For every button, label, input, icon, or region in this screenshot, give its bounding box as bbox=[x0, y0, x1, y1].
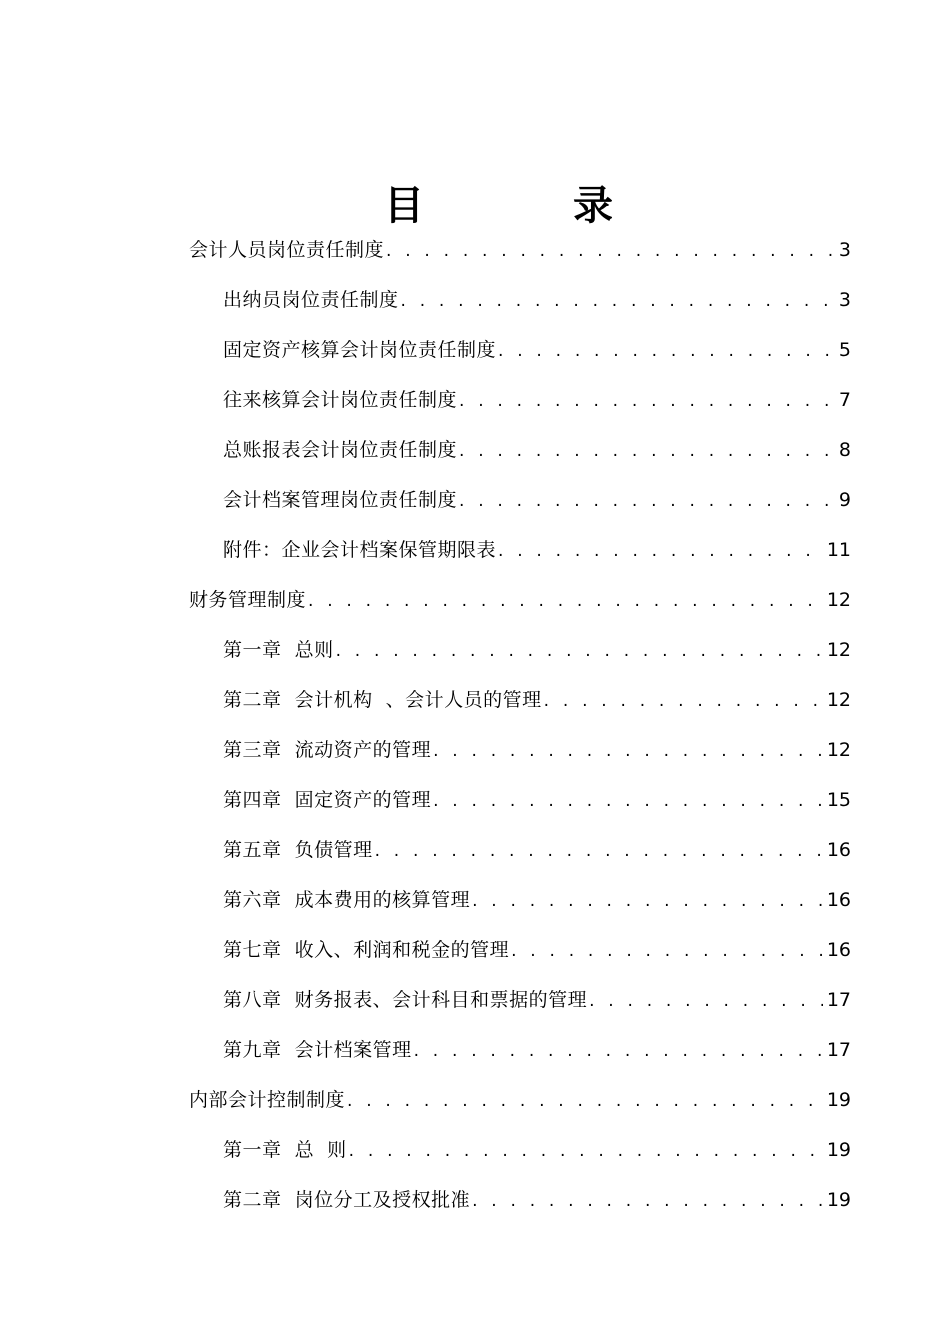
toc-page-number: 12 bbox=[826, 639, 851, 661]
toc-entry-ic-chapter-2[interactable] bbox=[223, 1185, 851, 1215]
toc-entry-text: 内部会计控制制度 bbox=[189, 1089, 346, 1111]
toc-page-number: 16 bbox=[826, 939, 851, 961]
toc-dot-leader bbox=[433, 786, 823, 816]
toc-entry-text: 第六章 成本费用的核算管理 bbox=[223, 889, 471, 911]
toc-dot-leader bbox=[589, 986, 823, 1016]
toc-dot-leader bbox=[472, 886, 823, 916]
toc-dot-leader bbox=[414, 1036, 823, 1066]
toc-entry-text: 财务管理制度 bbox=[189, 589, 307, 611]
toc-dot-leader bbox=[544, 686, 823, 716]
toc-dot-leader bbox=[308, 586, 823, 616]
toc-page-number: 7 bbox=[838, 389, 851, 411]
toc-page-number: 17 bbox=[826, 989, 851, 1011]
toc-dot-leader bbox=[336, 636, 823, 666]
toc-page-number: 15 bbox=[826, 789, 851, 811]
toc-entry-fm-chapter-3[interactable] bbox=[223, 735, 851, 765]
toc-dot-leader bbox=[347, 1086, 823, 1116]
toc-dot-leader bbox=[349, 1136, 823, 1166]
toc-entry-fm-chapter-7[interactable] bbox=[223, 935, 851, 965]
toc-entry-text: 第五章 负债管理 bbox=[223, 839, 373, 861]
toc-dot-leader bbox=[511, 936, 823, 966]
toc-entry-fm-chapter-2[interactable] bbox=[223, 685, 851, 715]
toc-entry-text: 会计人员岗位责任制度 bbox=[189, 239, 385, 261]
toc-dot-leader bbox=[498, 536, 823, 566]
toc-dot-leader bbox=[459, 486, 835, 516]
toc-entry-accounting-staff-duties[interactable] bbox=[189, 235, 851, 265]
toc-page-number: 5 bbox=[838, 339, 851, 361]
toc-dot-leader bbox=[433, 736, 823, 766]
toc-entry-text: 第三章 流动资产的管理 bbox=[223, 739, 432, 761]
toc-entry-text: 附件：企业会计档案保管期限表 bbox=[223, 539, 497, 561]
toc-entry-text: 会计档案管理岗位责任制度 bbox=[223, 489, 458, 511]
toc-entry-text: 往来核算会计岗位责任制度 bbox=[223, 389, 458, 411]
toc-dot-leader bbox=[386, 236, 835, 266]
toc-title-char-2: 录 bbox=[573, 183, 613, 229]
toc-dot-leader bbox=[472, 1186, 823, 1216]
toc-entry-text: 总账报表会计岗位责任制度 bbox=[223, 439, 458, 461]
toc-page-number: 19 bbox=[826, 1089, 851, 1111]
toc-entry-text: 第一章 总则 bbox=[223, 639, 334, 661]
toc-title-char-1: 目 bbox=[384, 183, 424, 229]
toc-entry-text: 第四章 固定资产的管理 bbox=[223, 789, 432, 811]
toc-page-number: 19 bbox=[826, 1139, 851, 1161]
toc-entry-fm-chapter-4[interactable] bbox=[223, 785, 851, 815]
toc-entry-fm-chapter-9[interactable] bbox=[223, 1035, 851, 1065]
toc-entry-fm-chapter-6[interactable] bbox=[223, 885, 851, 915]
toc-page-number: 9 bbox=[838, 489, 851, 511]
toc-dot-leader bbox=[375, 836, 823, 866]
toc-entry-cashier-duties[interactable] bbox=[223, 285, 851, 315]
toc-page-number: 11 bbox=[826, 539, 851, 561]
toc-page-number: 19 bbox=[826, 1189, 851, 1211]
toc-entry-text: 固定资产核算会计岗位责任制度 bbox=[223, 339, 497, 361]
toc-entry-archive-manager-duties[interactable] bbox=[223, 485, 851, 515]
toc-entry-fm-chapter-5[interactable] bbox=[223, 835, 851, 865]
toc-page-number: 3 bbox=[838, 289, 851, 311]
toc-entry-text: 出纳员岗位责任制度 bbox=[223, 289, 399, 311]
toc-entry-text: 第二章 会计机构 、会计人员的管理 bbox=[223, 689, 542, 711]
toc-dot-leader bbox=[459, 436, 835, 466]
toc-entry-receivables-accountant-duties[interactable] bbox=[223, 385, 851, 415]
toc-page-number: 12 bbox=[826, 689, 851, 711]
toc-entry-text: 第八章 财务报表、会计科目和票据的管理 bbox=[223, 989, 588, 1011]
toc-page-number: 12 bbox=[826, 589, 851, 611]
toc-dot-leader bbox=[498, 336, 835, 366]
toc-entry-text: 第一章 总 则 bbox=[223, 1139, 347, 1161]
toc-entry-text: 第二章 岗位分工及授权批准 bbox=[223, 1189, 471, 1211]
toc-entry-financial-management[interactable] bbox=[189, 585, 851, 615]
toc-entry-ic-chapter-1[interactable] bbox=[223, 1135, 851, 1165]
toc-entry-general-ledger-duties[interactable] bbox=[223, 435, 851, 465]
toc-page-number: 8 bbox=[838, 439, 851, 461]
toc-page-number: 16 bbox=[826, 839, 851, 861]
toc-page-number: 17 bbox=[826, 1039, 851, 1061]
toc-entry-internal-control[interactable] bbox=[189, 1085, 851, 1115]
toc-entry-archive-retention-appendix[interactable] bbox=[223, 535, 851, 565]
toc-page-number: 12 bbox=[826, 739, 851, 761]
toc-page-number: 16 bbox=[826, 889, 851, 911]
toc-entry-fm-chapter-1[interactable] bbox=[223, 635, 851, 665]
toc-entry-text: 第七章 收入、利润和税金的管理 bbox=[223, 939, 510, 961]
toc-dot-leader bbox=[401, 286, 835, 316]
toc-entry-fm-chapter-8[interactable] bbox=[223, 985, 851, 1015]
toc-dot-leader bbox=[459, 386, 835, 416]
toc-page-number: 3 bbox=[838, 239, 851, 261]
toc-entry-fixed-asset-accountant-duties[interactable] bbox=[223, 335, 851, 365]
toc-entry-text: 第九章 会计档案管理 bbox=[223, 1039, 412, 1061]
